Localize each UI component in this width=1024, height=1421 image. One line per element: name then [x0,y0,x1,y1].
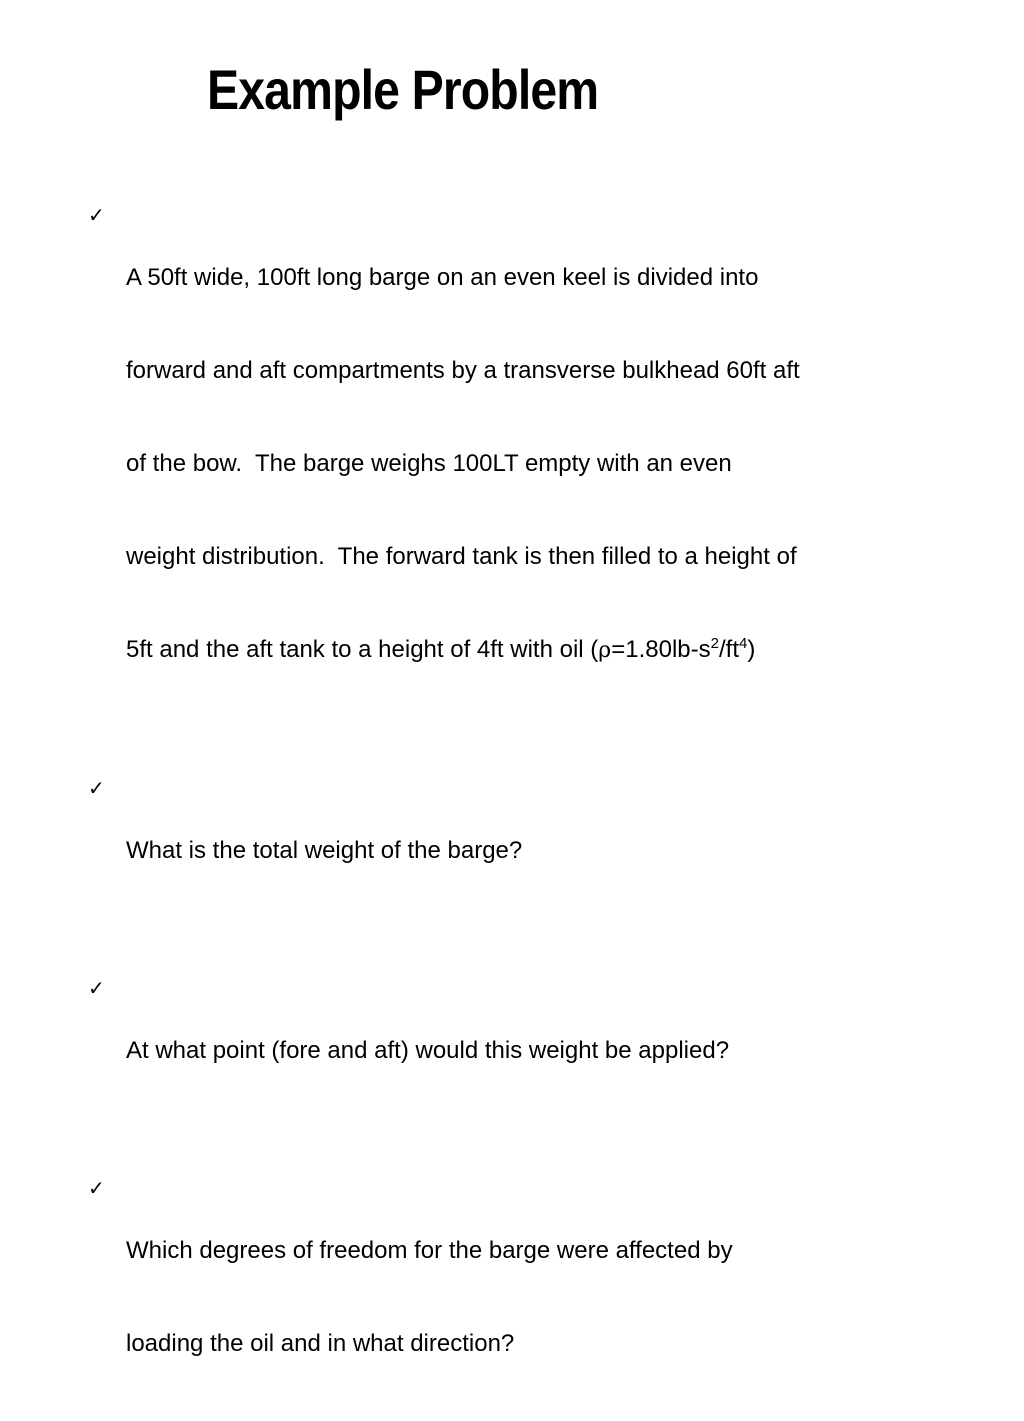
bullet-line-density [126,634,938,666]
density-prefix: 5ft and the aft tank to a height of 4ft with oil ( [126,636,599,663]
bullet-item-degrees-of-freedom [88,1173,938,1421]
density-value: =1.80lb-s [611,636,711,663]
bullet-line: weight distribution. The forward tank is then filled to a height of [126,543,797,570]
bullet-line: forward and aft compartments by a transverse bulkhead 60ft aft [126,357,800,384]
bullet-item-total-weight [88,773,938,928]
bullet-item-weight-point [88,973,938,1128]
bullet-text [126,200,938,728]
exponent-4: 4 [739,635,748,652]
bullet-line: At what point (fore and aft) would this weight be applied? [126,1037,730,1064]
bullet-line: loading the oil and in what direction? [126,1330,515,1357]
checkmark-icon: ✓ [88,976,105,1000]
rho-symbol: ρ [598,638,612,663]
checkmark-icon: ✓ [88,203,105,227]
bullet-text [126,773,938,928]
slide-title: Example Problem [207,58,599,121]
bullet-text [126,1173,938,1421]
density-suffix: ) [747,636,756,663]
bullet-item-problem-statement [88,200,938,728]
bullet-line: What is the total weight of the barge? [126,837,523,864]
bullet-list [88,200,938,1421]
exponent-2: 2 [710,635,719,652]
bullet-line: A 50ft wide, 100ft long barge on an even keel is divided into [126,264,759,291]
checkmark-icon: ✓ [88,776,105,800]
density-unit: /ft [718,636,739,663]
bullet-line: of the bow. The barge weighs 100LT empty with an even [126,450,732,477]
checkmark-icon: ✓ [88,1176,105,1200]
bullet-text [126,973,938,1128]
bullet-line: Which degrees of freedom for the barge were affected by [126,1237,733,1264]
